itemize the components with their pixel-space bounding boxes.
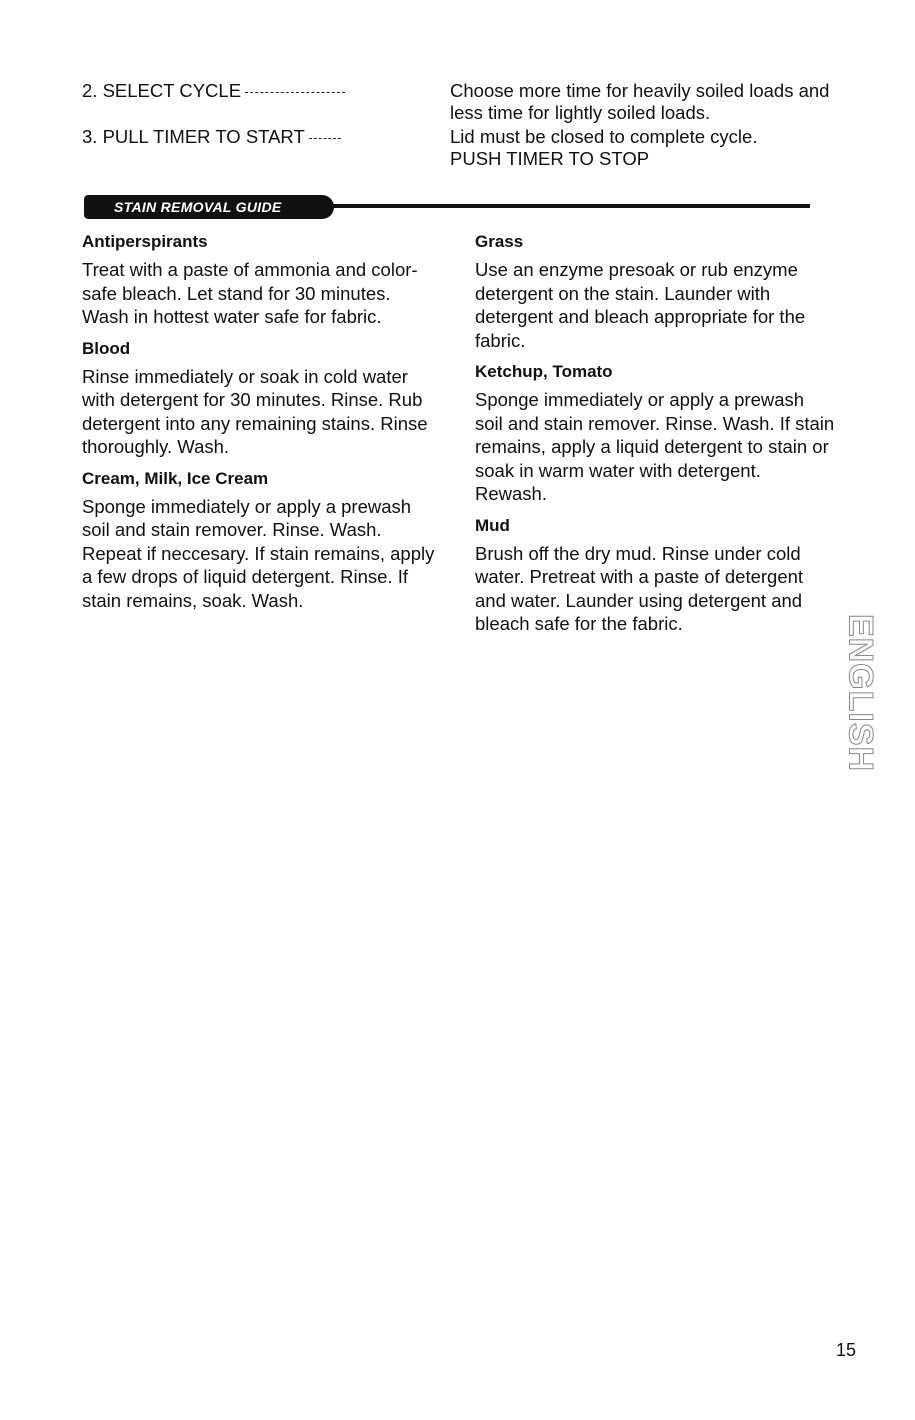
stain-entry-ketchup-tomato (475, 358, 835, 506)
page-number: 15 (836, 1340, 857, 1360)
step-description-line: less time for lightly soiled loads. (450, 102, 711, 123)
step-select-cycle (82, 80, 830, 123)
stain-entry-blood (82, 335, 442, 459)
stain-column-right (475, 228, 835, 642)
stain-instructions: Use an enzyme presoak or rub enzyme detergent on the stain. Launder with detergent and bleach appropriate for the fabric. (475, 259, 806, 351)
stain-title: Ketchup, Tomato (475, 362, 613, 381)
section-banner (82, 193, 810, 223)
step-description (450, 80, 915, 124)
stain-instructions: Sponge immediately or apply a prewash soil and stain remover. Rinse. Wash. Repeat if neccesary. If stain remains, apply a few drops of liquid detergent. Rinse. If stain remains, soak. Wash. (82, 495, 435, 611)
leader-dashes (309, 126, 341, 139)
stain-column-left (82, 228, 442, 618)
step-description (450, 126, 915, 170)
stain-title: Cream, Milk, Ice Cream (82, 468, 269, 488)
step-label: 2. SELECT CYCLE (82, 80, 242, 101)
stain-instructions: Rinse immediately or soak in cold water with detergent for 30 minutes. Rinse. Rub detergent into any remaining stains. Rinse thoroughly. Wash. (82, 365, 428, 457)
step-label: 3. PULL TIMER TO START (82, 126, 305, 147)
step-pull-timer (82, 126, 758, 169)
stain-instructions: Brush off the dry mud. Rinse under cold water. Pretreat with a paste of detergent and water. Launder using detergent and bleach safe for the fabric. (475, 542, 804, 634)
step-description-line: Lid must be closed to complete cycle. (450, 126, 758, 147)
step-description-line: Choose more time for heavily soiled loads and (450, 80, 830, 101)
section-rule (262, 204, 810, 208)
stain-instructions: Sponge immediately or apply a prewash soil and stain remover. Rinse. Wash. If stain remains, apply a liquid detergent to stain or soak in warm water with detergent. Rewash. (475, 389, 835, 504)
stain-title: Antiperspirants (82, 232, 208, 251)
stain-title: Blood (82, 338, 131, 358)
stain-entry-mud (475, 512, 835, 636)
stain-entry-grass (475, 228, 835, 352)
stain-title: Mud (475, 515, 510, 535)
step-description-line: PUSH TIMER TO STOP (450, 148, 650, 169)
stain-entry-cream-milk-ice-cream (82, 465, 442, 613)
language-label: ENGLISH (841, 613, 880, 772)
stain-title: Grass (475, 232, 524, 251)
section-title: STAIN REMOVAL GUIDE (84, 195, 334, 219)
language-side-tab (841, 585, 880, 800)
stain-entry-antiperspirants (82, 228, 442, 329)
leader-dashes (245, 80, 345, 93)
stain-instructions: Treat with a paste of ammonia and color-safe bleach. Let stand for 30 minutes. Wash in hottest water safe for fabric. (82, 259, 418, 327)
